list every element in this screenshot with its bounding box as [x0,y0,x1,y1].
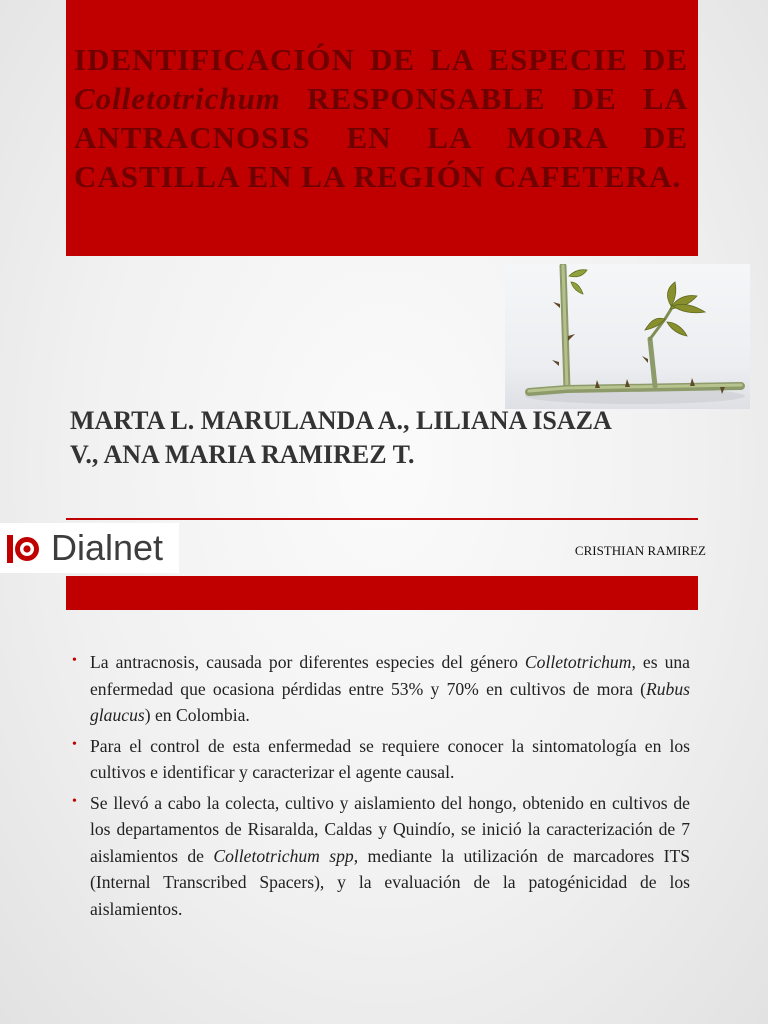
bullet-italic-text: Colletotrichum, [524,652,636,672]
bullet-item [70,790,690,923]
dialnet-logo-mark-icon [7,535,43,563]
bullet-text-segment: Para el control de esta enfermedad se requiere conocer la sintomatología en los cultivos e identificar y caracterizar el agente causal. [90,735,690,782]
bullet-italic-text: Rubus glaucus [90,678,690,725]
authors: MARTA L. MARULANDA A., LILIANA ISAZA V., ANA MARIA RAMIREZ T. [70,406,611,469]
bullet-dot-icon: • [72,736,77,752]
presenter-name: CRISTHIAN RAMIREZ [574,543,706,558]
title-banner [66,0,698,256]
title-part-2: RESPONSABLE DE LA ANTRACNOSIS EN LA MORA DE CASTILLA EN LA REGIÓN CAFETERA. [74,81,688,194]
bullet-list [70,649,690,926]
bullet-item [70,733,690,786]
dialnet-logo [0,523,179,573]
title-part-1: IDENTIFICACIÓN DE LA ESPECIE DE [74,42,688,77]
bullet-text [90,736,690,783]
bullet-item [70,649,690,729]
bullet-text [90,652,690,725]
slide-title [74,40,688,196]
divider-line [66,518,698,520]
bullet-dot-icon: • [72,653,77,668]
stem-illustration [505,264,750,409]
bullet-italic-text: Colletotrichum spp [213,845,354,866]
bullet-text [90,793,690,919]
red-band [66,576,698,610]
bullet-dot-icon: • [72,793,77,809]
dialnet-logo-text: Dialnet [51,527,164,568]
title-genus: Colletotrichum [74,81,281,116]
bullet-text-segment: es una enfermedad que ocasiona pérdidas entre 53% y 70% en cultivos de mora ( [90,652,690,699]
bullet-text-segment: Se llevó a cabo la colecta, cultivo y aislamiento del hongo, obtenido en cultivos de los departamentos de Risaralda, Caldas y Quindío, se inició la caracterización de 7 aislamientos de [90,792,690,866]
blackberry-stem-photo [505,264,750,409]
bullet-text-segment: , mediante la utilización de marcadores ITS (Internal Transcribed Spacers), y la evaluación de la patogénicidad de los aislamientos. [90,845,691,919]
bullet-text-segment: La antracnosis, causada por diferentes especies del género [90,652,525,672]
bullet-text-segment: ) en Colombia. [144,705,250,725]
